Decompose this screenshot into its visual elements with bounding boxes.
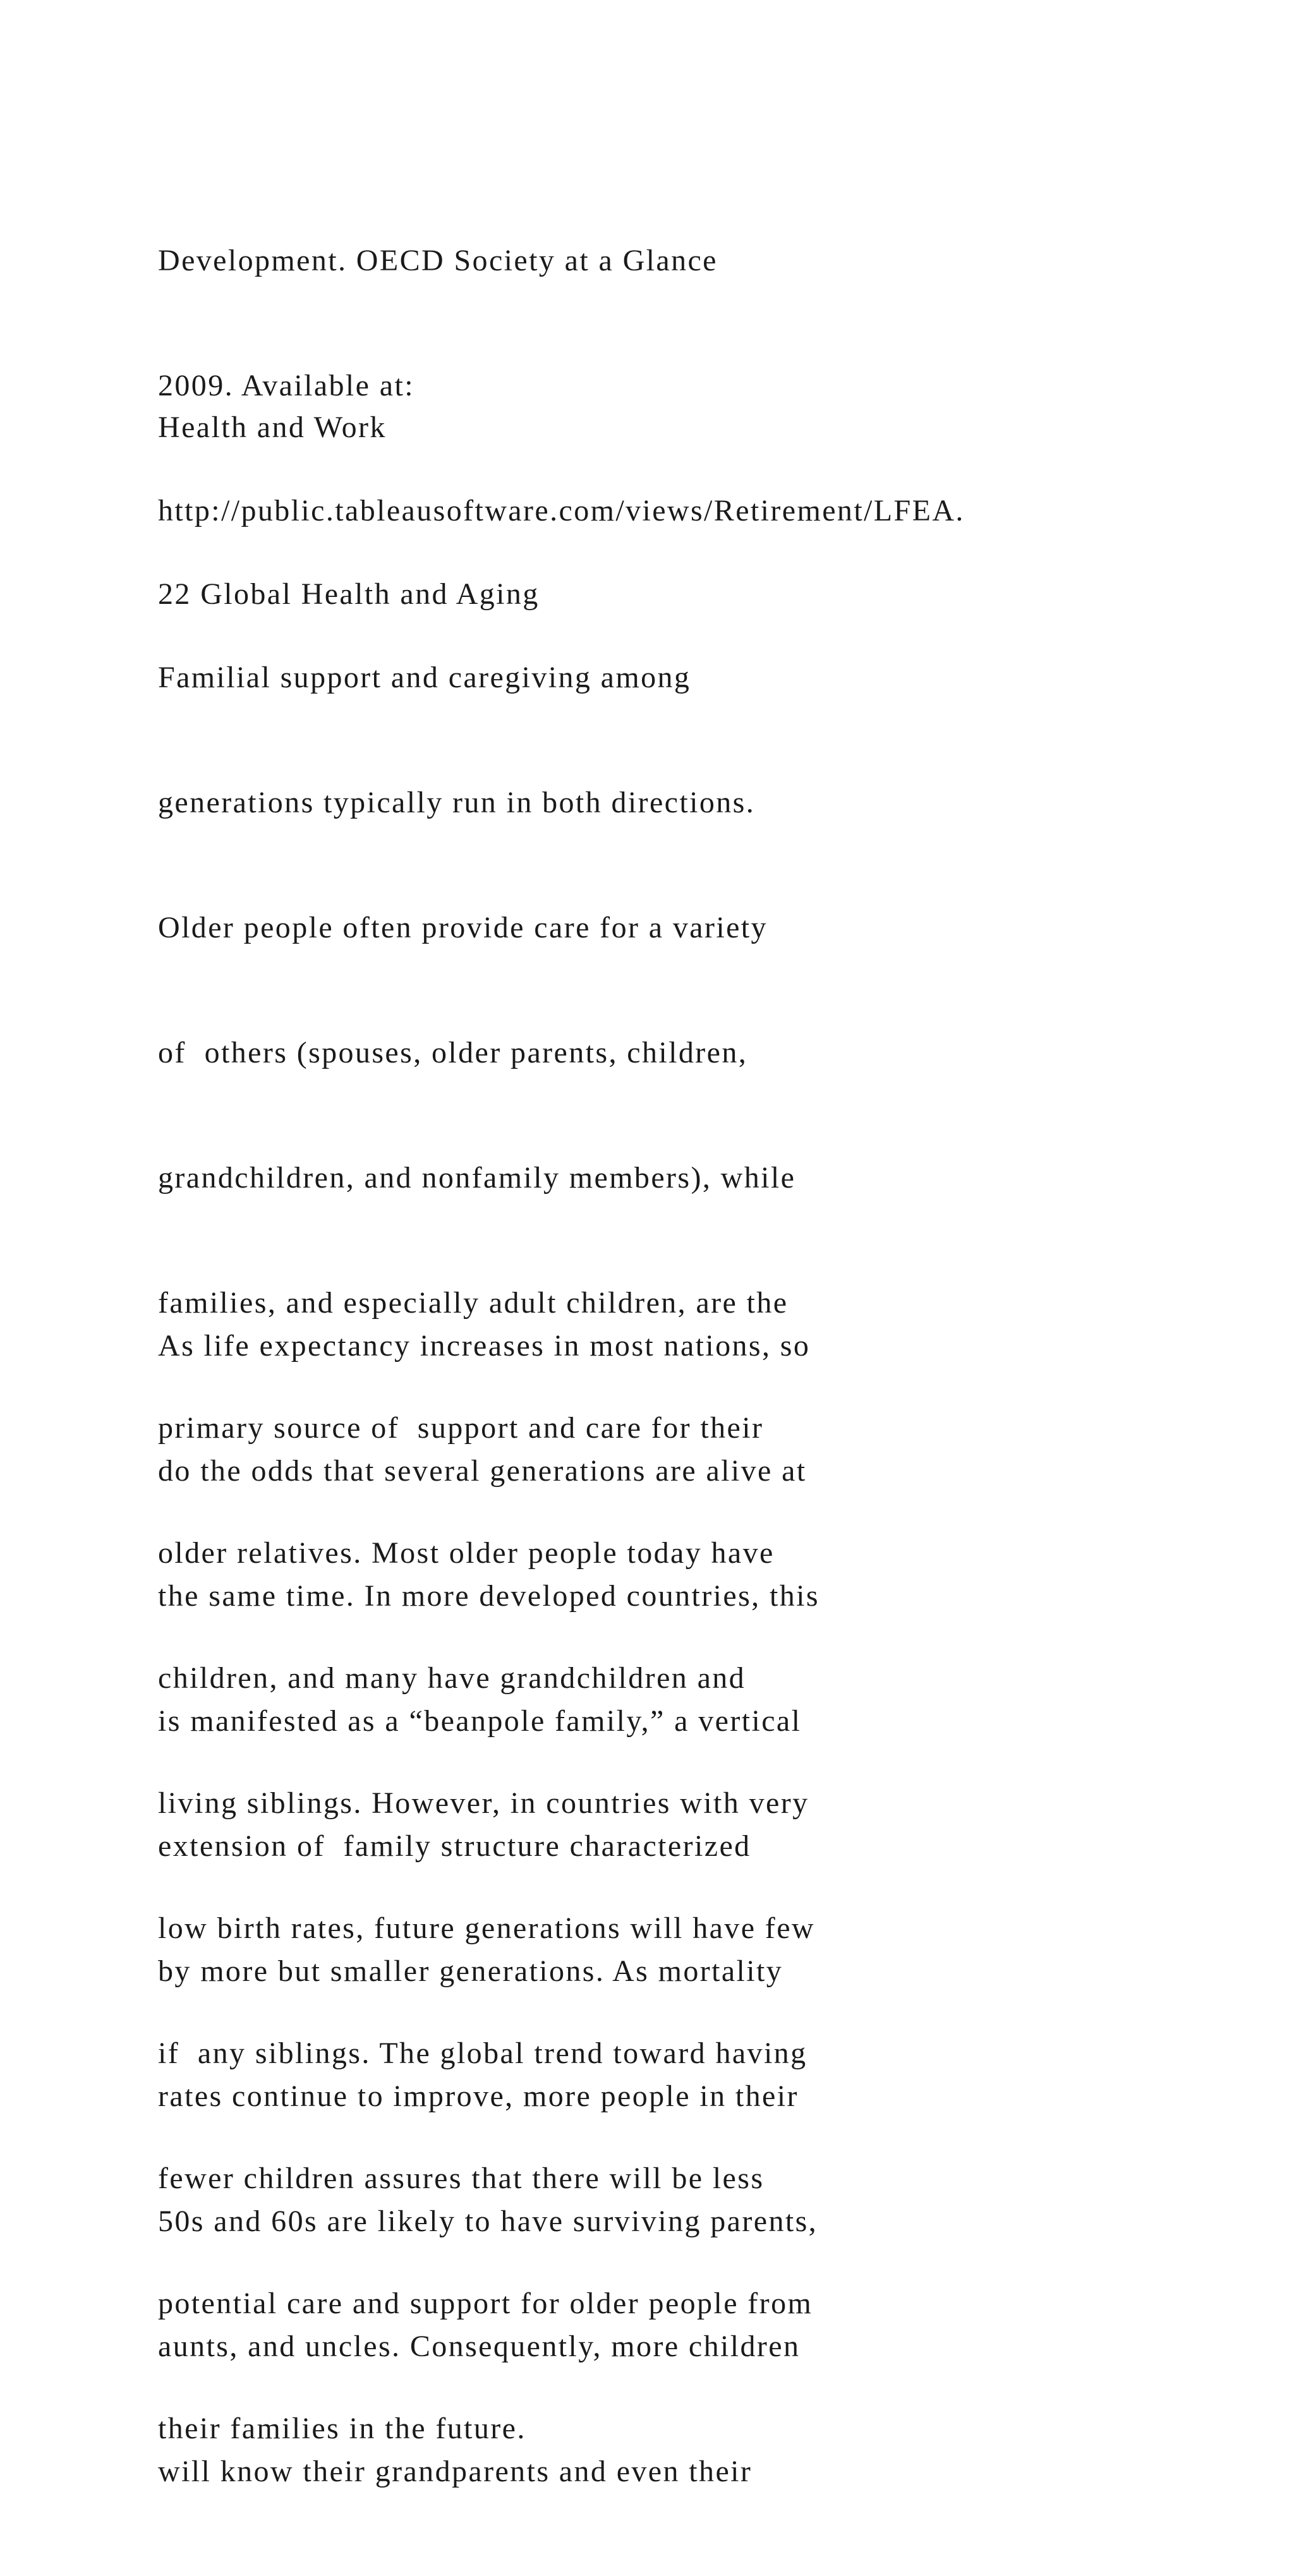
paragraph-line: their families in the future. xyxy=(158,2412,526,2445)
paragraph-line: Familial support and caregiving among xyxy=(158,661,691,694)
paragraph-line: of others (spouses, older parents, children, xyxy=(158,1036,748,1069)
paragraph-line: living siblings. However, in countries with very xyxy=(158,1786,809,1820)
paragraph-line: fewer children assures that there will be less xyxy=(158,2162,765,2195)
paragraph-line: by more but smaller generations. As mortality xyxy=(158,1954,783,1988)
paragraph-line: if any siblings. The global trend toward having xyxy=(158,2037,807,2070)
paragraph-line: low birth rates, future generations will have few xyxy=(158,1911,815,1945)
paragraph-line: generations typically run in both directions. xyxy=(158,786,756,819)
paragraph-line: do the odds that several generations are alive at xyxy=(158,1454,807,1488)
paragraph-line: potential care and support for older people from xyxy=(158,2287,813,2320)
reference-line: 2009. Available at: xyxy=(158,369,414,402)
paragraph-line: is manifested as a “beanpole family,” a vertical xyxy=(158,1704,802,1738)
paragraph-line: older relatives. Most older people today have xyxy=(158,1536,775,1570)
paragraph-line: the same time. In more developed countries, this xyxy=(158,1579,819,1613)
paragraph-line: families, and especially adult children, are the xyxy=(158,1286,789,1320)
reference-line: Development. OECD Society at a Glance xyxy=(158,244,718,277)
paragraph-line: extension of family structure characterized xyxy=(158,1829,751,1863)
paragraph-line: primary source of support and care for their xyxy=(158,1411,764,1445)
paragraph-line: children, and many have grandchildren and xyxy=(158,1661,746,1695)
paragraph-life-expectancy xyxy=(158,1242,1232,2576)
paragraph-line: 50s and 60s are likely to have surviving parents, xyxy=(158,2205,818,2238)
paragraph-line: will know their grandparents and even their xyxy=(158,2455,753,2488)
page-header: 22 Global Health and Aging xyxy=(158,577,540,611)
reference-url-line: http://public.tableausoftware.com/views/Retirement/LFEA. xyxy=(158,494,965,527)
section-heading: Health and Work xyxy=(158,411,387,444)
paragraph-line: As life expectancy increases in most nations, so xyxy=(158,1329,811,1363)
paragraph-line: rates continue to improve, more people in their xyxy=(158,2079,799,2113)
paragraph-line: aunts, and uncles. Consequently, more children xyxy=(158,2330,801,2363)
paragraph-line: Older people often provide care for a variety xyxy=(158,911,768,944)
paragraph-line: grandchildren, and nonfamily members), while xyxy=(158,1161,796,1195)
